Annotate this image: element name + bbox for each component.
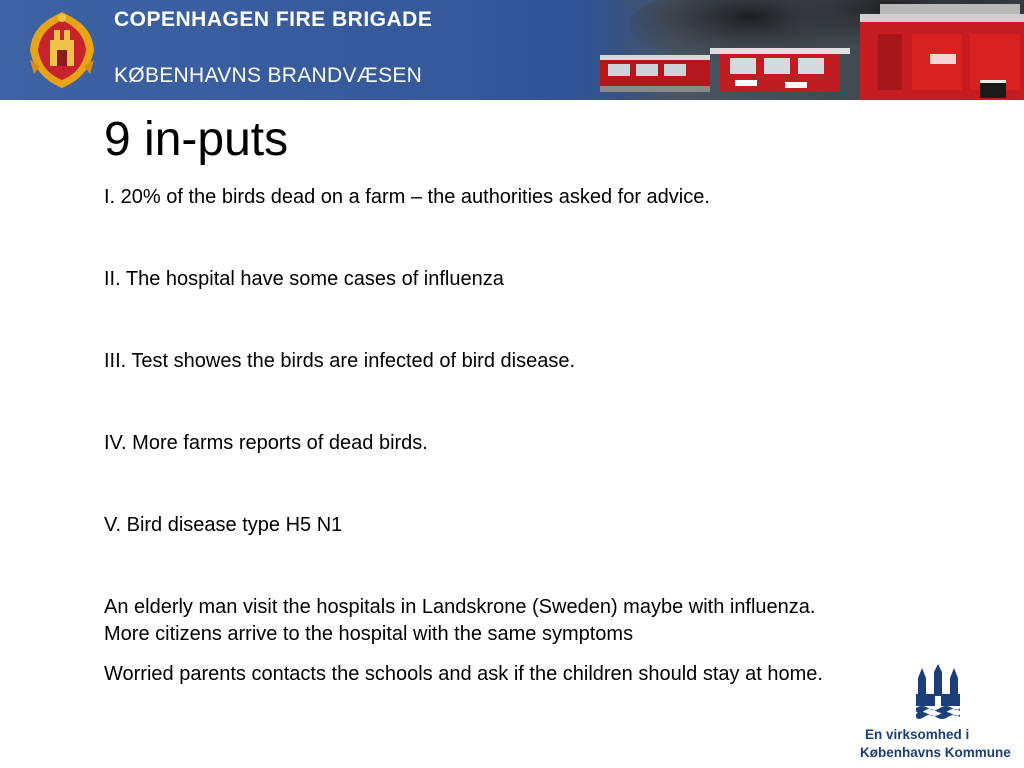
footer-text-line-1: En virksomhed i [865, 727, 970, 742]
brand-title-danish: KØBENHAVNS BRANDVÆSEN [114, 64, 423, 87]
input-item-3: III. Test showes the birds are infected of bird disease. [104, 350, 575, 372]
input-item-7: Worried parents contacts the schools and ask if the children should stay at home. [104, 663, 823, 685]
input-item-6-line-1: An elderly man visit the hospitals in Landskrone (Sweden) maybe with influenza. [104, 596, 816, 618]
brand-title-english: COPENHAGEN FIRE BRIGADE [114, 8, 433, 31]
input-item-2: II. The hospital have some cases of influenza [104, 268, 504, 290]
fire-trucks-smoke-photo [560, 0, 1024, 100]
input-item-4: IV. More farms reports of dead birds. [104, 432, 428, 454]
input-item-5: V. Bird disease type H5 N1 [104, 514, 343, 536]
header-banner [0, 0, 1024, 100]
fire-brigade-crest-icon [26, 10, 98, 90]
slide-title: 9 in-puts [104, 113, 289, 166]
copenhagen-municipality-logo-icon [912, 664, 964, 722]
input-item-1: I. 20% of the birds dead on a farm – the authorities asked for advice. [104, 186, 710, 208]
input-item-6-line-2: More citizens arrive to the hospital with the same symptoms [104, 623, 634, 645]
footer-text-line-2: Københavns Kommune [860, 745, 1011, 760]
